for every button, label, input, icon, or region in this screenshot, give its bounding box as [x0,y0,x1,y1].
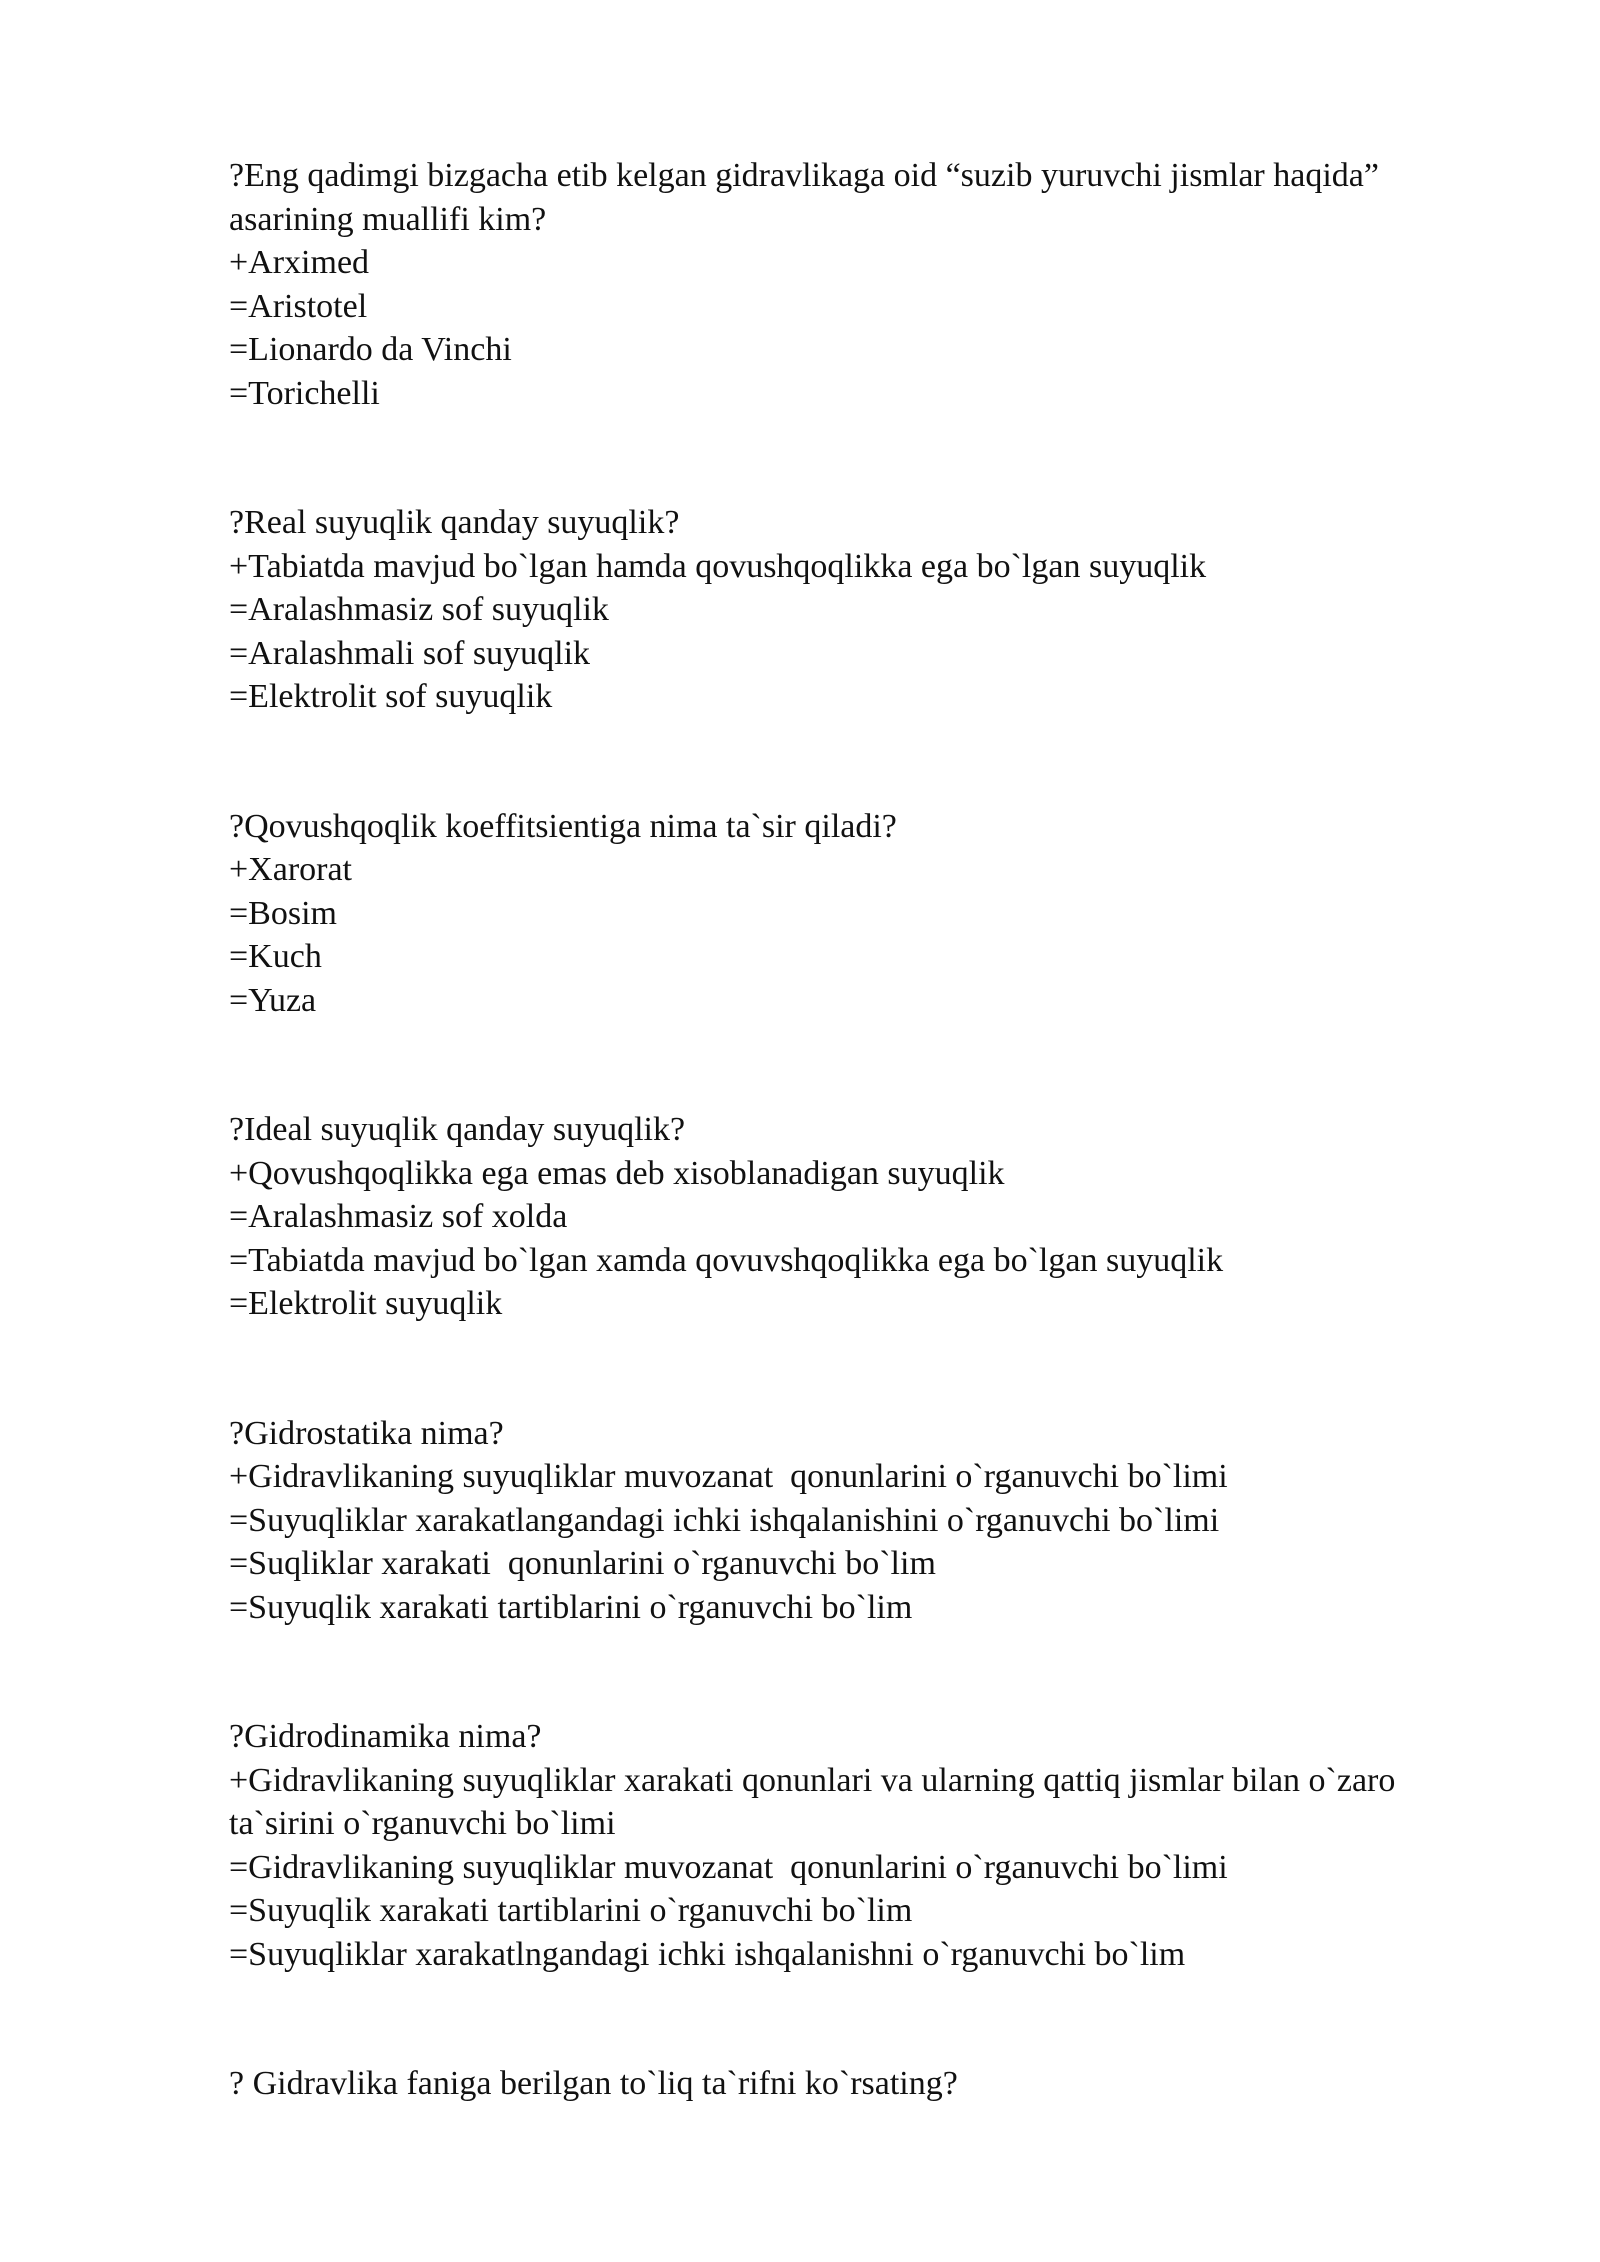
answer-option: =Aralashmasiz sof suyuqlik [229,591,609,628]
answer-option: +Gidravlikaning suyuqliklar muvozanat qonunlarini o`rganuvchi bo`limi [229,1458,1228,1495]
question-text: ?Qovushqoqlik koeffitsientiga nima ta`sir qiladi? [229,807,897,845]
answer-option: +Gidravlikaning suyuqliklar xarakati qonunlari va ularning qattiq jismlar bilan o`zaro ta`sirini o`rganuvchi bo`limi [229,1761,1404,1842]
answer-option: =Elektrolit suyuqlik [229,1285,503,1322]
document-body [229,154,1469,2106]
answer-option: +Arximed [229,244,370,281]
answer-option: +Xarorat [229,851,353,888]
question-text: ?Gidrostatika nima? [229,1414,504,1452]
question-block-7 [229,2062,1469,2106]
answer-option: =Suyuqliklar xarakatlngandagi ichki ishqalanishni o`rganuvchi bo`lim [229,1935,1186,1973]
question-text: ?Gidrodinamika nima? [229,1718,542,1755]
question-block-5 [229,1412,1469,1630]
question-text: ? Gidravlika faniga berilgan to`liq ta`rifni ko`rsating? [229,2065,958,2102]
question-block-6 [229,1715,1469,1976]
answer-option: =Elektrolit sof suyuqlik [229,678,553,715]
question-block-3 [229,805,1469,1023]
question-block-2 [229,501,1469,719]
answer-option: =Kuch [229,938,322,975]
answer-option: =Suyuqliklar xarakatlangandagi ichki ishqalanishini o`rganuvchi bo`limi [229,1501,1220,1539]
question-text: ?Eng qadimgi bizgacha etib kelgan gidravlikaga oid “suzib yuruvchi jismlar haqida” asarining muallifi kim? [229,157,1388,238]
answer-option: =Aristotel [229,287,368,325]
question-block-4 [229,1108,1469,1326]
answer-option: =Suyuqlik xarakati tartiblarini o`rganuvchi bo`lim [229,1588,913,1626]
answer-option: =Yuza [229,981,317,1019]
answer-option: =Gidravlikaning suyuqliklar muvozanat qonunlarini o`rganuvchi bo`limi [229,1848,1228,1886]
question-text: ?Ideal suyuqlik qanday suyuqlik? [229,1111,686,1148]
answer-option: +Qovushqoqlikka ega emas deb xisoblanadigan suyuqlik [229,1154,1005,1192]
question-block-1 [229,154,1469,415]
answer-option: =Tabiatda mavjud bo`lgan xamda qovuvshqoqlikka ega bo`lgan suyuqlik [229,1241,1224,1279]
answer-option: =Suqliklar xarakati qonunlarini o`rganuvchi bo`lim [229,1545,936,1582]
answer-option: =Bosim [229,894,337,932]
question-text: ?Real suyuqlik qanday suyuqlik? [229,504,680,541]
answer-option: =Lionardo da Vinchi [229,331,512,368]
answer-option: =Torichelli [229,374,380,412]
answer-option: =Aralashmasiz sof xolda [229,1198,568,1235]
answer-option: =Aralashmali sof suyuqlik [229,634,591,672]
answer-option: +Tabiatda mavjud bo`lgan hamda qovushqoqlikka ega bo`lgan suyuqlik [229,547,1207,585]
answer-option: =Suyuqlik xarakati tartiblarini o`rganuvchi bo`lim [229,1892,913,1929]
